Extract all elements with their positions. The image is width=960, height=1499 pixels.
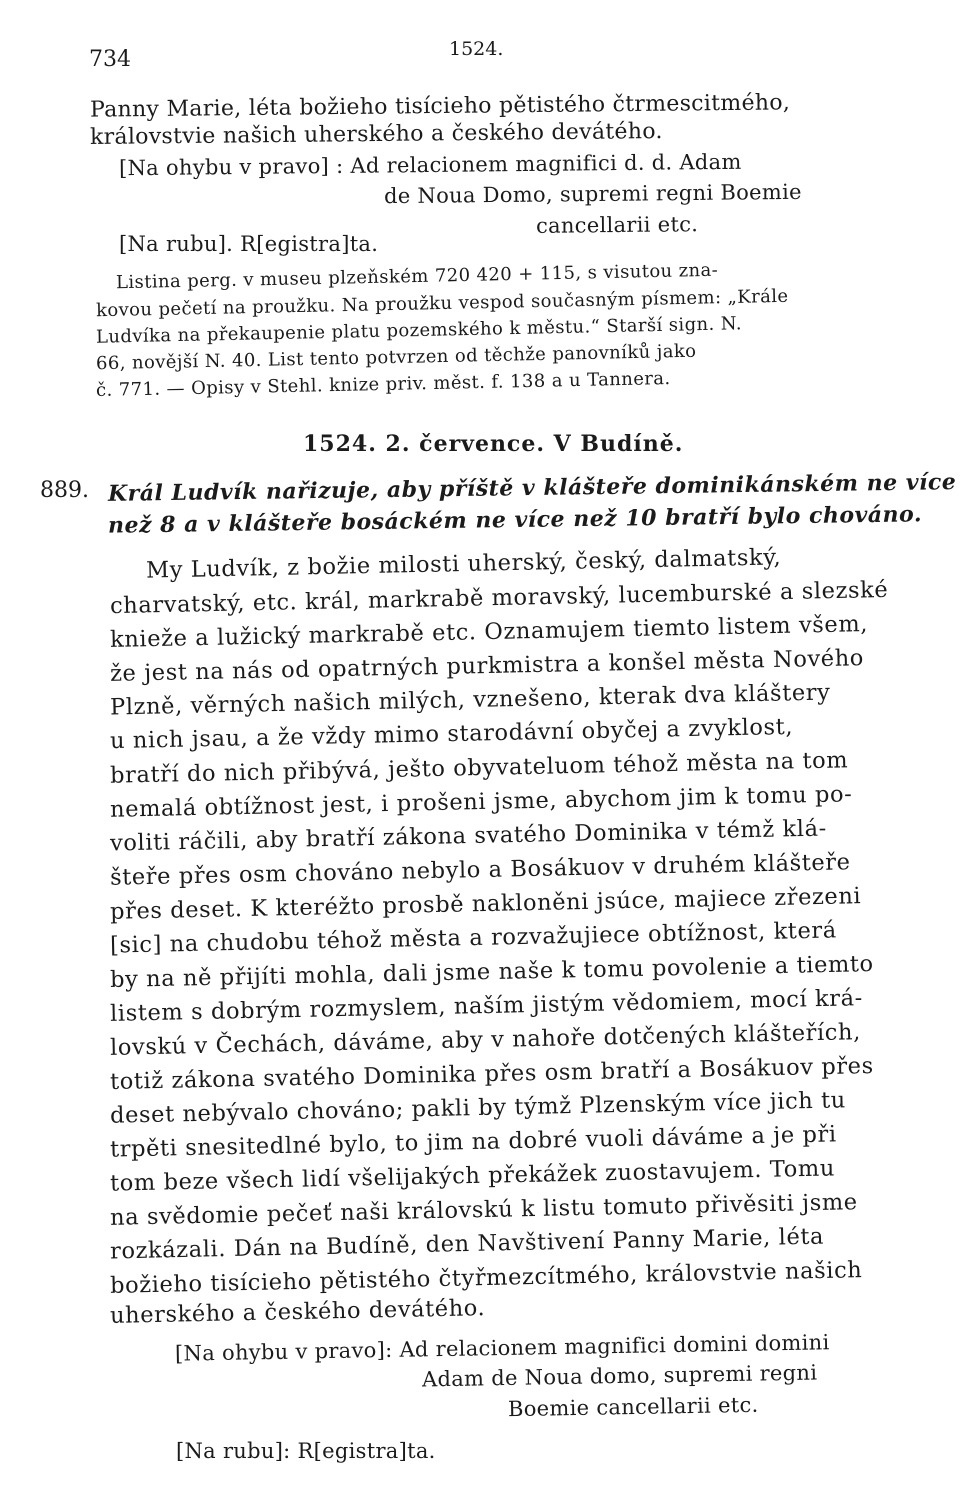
source-note-line: kovou pečetí na proužku. Na proužku vespod současným písmem: „Krále	[95, 285, 789, 322]
source-note-line: č. 771. — Opisy v Stehl. knize priv. měst. f. 138 a u Tannera.	[95, 367, 671, 402]
body-line: nemalá obtížnost jest, i prošeni jsme, abychom jim k tomu po-	[109, 781, 853, 823]
body-line: božieho tisícieho pětistého čtyřmezcítmého, královstvie našich	[109, 1257, 863, 1299]
body-line: voliti ráčili, aby bratří zákona svatého Dominika v témž klá-	[109, 815, 828, 857]
page-number: 734	[89, 47, 131, 72]
body-line: listem s dobrým rozmyslem, naším jistým vědomiem, mocí krá-	[109, 985, 864, 1027]
source-note-line: Listina perg. v museu plzeňském 720 420 + 115, s visutou zna-	[115, 259, 719, 294]
body-line: tom beze všech lidí všelijakých překážek zuostavujem. Tomu	[109, 1155, 836, 1197]
body-line: uherského a českého devátého.	[109, 1295, 486, 1329]
prev-fold-note: de Noua Domo, supremi regni Boemie	[383, 179, 802, 209]
body-line: šteře přes osm chováno nebylo a Bosákuov v druhém klášteře	[109, 849, 851, 891]
document-date: 1524. 2. července. V Budíně.	[303, 431, 684, 457]
body-line: [sic] na chudobu téhož města a rozvažujiece obtížnost, která	[109, 917, 837, 959]
source-note-line: 66, novější N. 40. List tento potvrzen od těchže panovníků jako	[95, 340, 697, 375]
page-year: 1524.	[449, 38, 504, 60]
body-line: že jest na nás od opatrných purkmistra a konšel města Nového	[109, 645, 865, 687]
body-line: na svědomie pečeť naši královskú k listu tomuto přivěsiti jsme	[109, 1189, 858, 1231]
source-note-line: Ludvíka na překaupenie platu pozemského k městu.“ Starší sign. N.	[95, 313, 743, 348]
body-line: u nich jsau, a že vždy mimo starodávní obyčej a zvyklost,	[109, 713, 794, 755]
body-line: lovskú v Čechách, dáváme, aby v nahoře dotčených klášteřích,	[109, 1019, 862, 1061]
document-number: 889.	[40, 478, 89, 503]
body-line: Plzně, věrných našich milých, vznešeno, kterak dva kláštery	[109, 679, 831, 721]
fold-note-line: Adam de Noua domo, supremi regni	[421, 1360, 818, 1392]
body-line: knieže a lužický markrabě etc. Oznamujem tiemto listem všem,	[109, 611, 869, 653]
body-line: bratří do nich přibývá, ješto obyvateluom téhož města na tom	[109, 747, 849, 789]
prev-text-line: královstvie našich uherského a českého devátého.	[89, 119, 663, 150]
fold-note-line: Boemie cancellarii etc.	[507, 1392, 759, 1422]
body-line: přes deset. K kteréžto prosbě nakloněni jsúce, majiece zřezeni	[109, 883, 862, 925]
document-summary-line: Král Ludvík nařizuje, aby příště v klášteře dominikánském ne více	[107, 469, 957, 507]
body-line: by na ně přijíti mohla, dali jsme naše k tomu povolenie a tiemto	[109, 951, 874, 993]
prev-text-line: Panny Marie, léta božieho tisícieho pětistého čtrmescitmého,	[89, 90, 791, 123]
prev-fold-note: [Na ohybu v pravo] : Ad relacionem magnifici d. d. Adam	[118, 149, 742, 181]
prev-back-note: [Na rubu]. R[egistra]ta.	[119, 232, 379, 256]
body-line: rozkázali. Dán na Budíně, den Navštivení Panny Marie, léta	[109, 1223, 825, 1265]
prev-fold-note: cancellarii etc.	[535, 212, 699, 238]
body-line: charvatský, etc. král, markrabě moravský, lucemburské a slezské	[109, 576, 889, 620]
body-line: deset nebývalo chováno; pakli by týmž Plzenským více jich tu	[109, 1087, 847, 1129]
document-summary-line: než 8 a v klášteře bosáckém ne více než 10 bratří bylo chováno.	[107, 501, 923, 539]
back-note: [Na rubu]: R[egistra]ta.	[176, 1439, 436, 1463]
fold-note-line: [Na ohybu v pravo]: Ad relacionem magnifici domini domini	[174, 1330, 830, 1366]
body-line: My Ludvík, z božie milosti uherský, český, dalmatský,	[145, 544, 782, 584]
body-line: trpěti snesitedlné bylo, to jim na dobré vuoli dáváme a je při	[109, 1121, 837, 1163]
body-line: totiž zákona svatého Dominika přes osm bratří a Bosákuov přes	[109, 1053, 874, 1095]
